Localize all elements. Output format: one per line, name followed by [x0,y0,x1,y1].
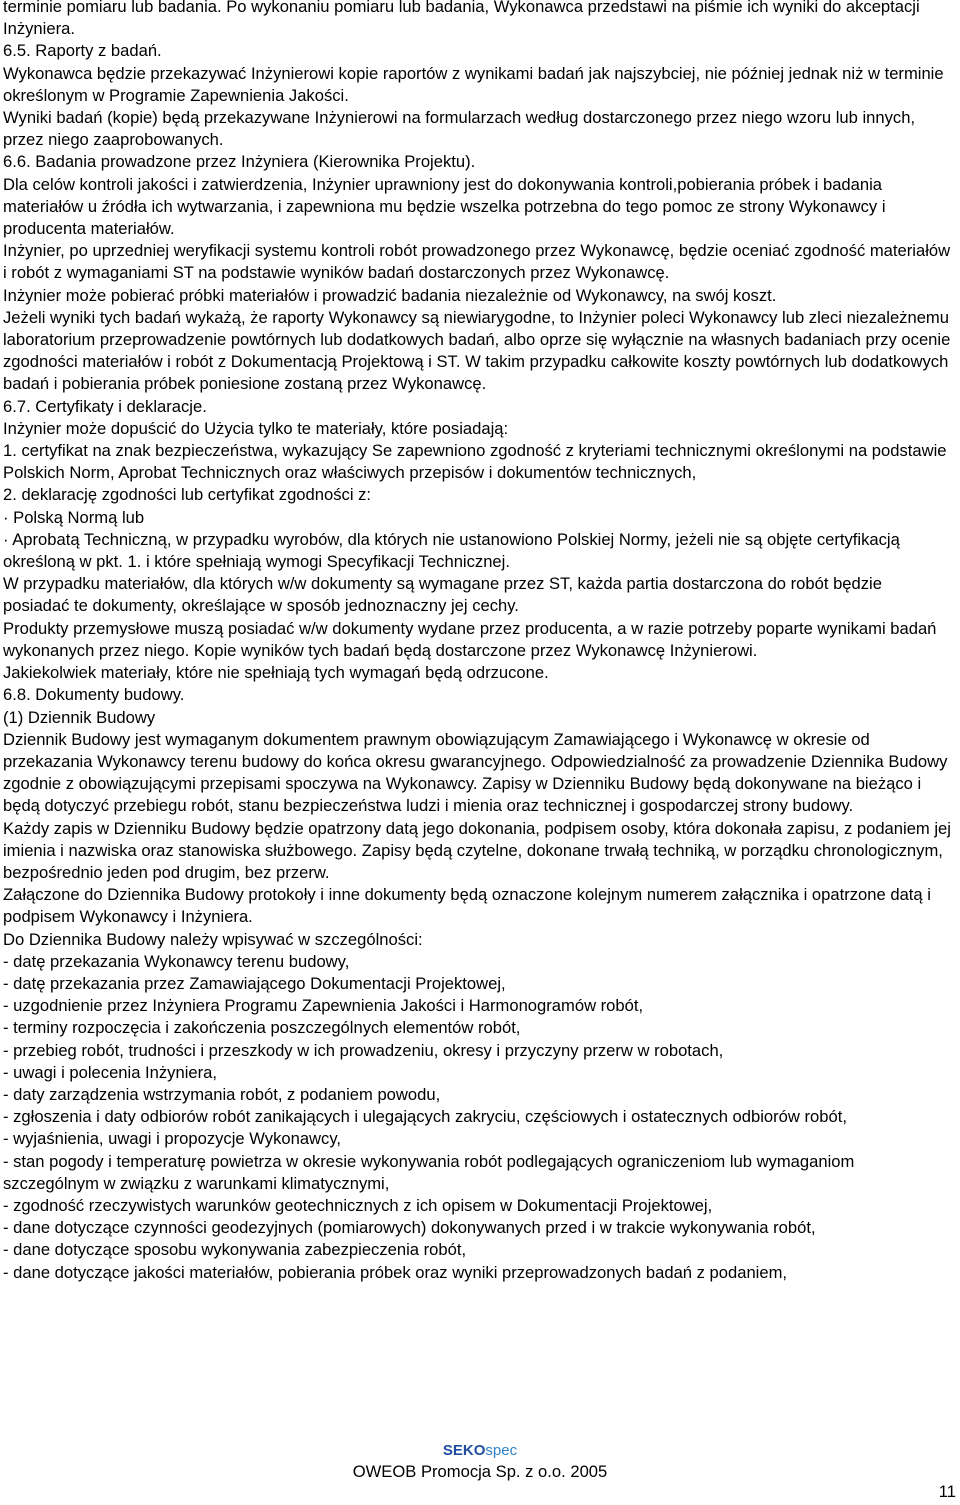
footer-company: OWEOB Promocja Sp. z o.o. 2005 [352,1462,608,1481]
paragraph: Dla celów kontroli jakości i zatwierdzenia, Inżynier uprawniony jest do dokonywania kontroli,pobierania próbek i badania materiałów u źródła ich wytwarzania, i zapewniona mu będzie wszelka potrzebna do tego pomoc ze strony Wykonawcy i producenta materiałów. [3,174,886,239]
list-item: 2. deklarację zgodności lub certyfikat zgodności z: [3,485,372,505]
paragraph: badań i pobierania próbek poniesione zostaną przez Wykonawcę. [3,374,487,394]
paragraph: Produkty przemysłowe muszą posiadać w/w dokumenty wydane przez producenta, a w razie potrzeby poparte wynikami badań wykonanych przez niego. Kopie wyników tych badań będą dostarczone przez Wykonawcę Inżynierowi. [3,618,937,660]
paragraph: Jeżeli wyniki tych badań wykażą, że raporty Wykonawcy są niewiarygodne, to Inżynier poleci Wykonawcy lub zleci niezależnemu laboratorium przeprowadzenie powtórnych lub dodatkowych badań, albo oprze się wyłącznie na własnych badaniach przy ocenie zgodności materiałów i robót z Dokumentacją Projektową i ST. W takim przypadku całkowite koszty powtórnych lub dodatkowych [3,307,951,372]
list-item: - uwagi i polecenia Inżyniera, [3,1062,217,1082]
list-item: - datę przekazania Wykonawcy terenu budowy, [3,951,350,971]
paragraph: Dziennik Budowy jest wymaganym dokumentem prawnym obowiązującym Zamawiającego i Wykonawcę w okresie od przekazania Wykonawcy terenu budowy do końca okresu gwarancyjnego. Odpowiedzialność za prowadzenie Dziennika Budowy zgodnie z obowiązującymi przepisami spoczywa na Wykonawcy. Zapisy w Dzienniku Budowy będą dokonywane na bieżąco i będą dotyczyć przebiegu robót, stanu bezpieczeństwa ludzi i mienia oraz technicznej i gospodarczej strony budowy. [3,729,948,816]
list-item: 1. certyfikat na znak bezpieczeństwa, wykazujący Se zapewniono zgodność z kryteriami technicznymi określonymi na podstawie Polskich Norm, Aprobat Technicznych oraz właściwych przepisów i dokumentów technicznych, [3,441,947,483]
page-number: 11 [938,1482,956,1501]
paragraph: terminie pomiaru lub badania. Po wykonaniu pomiaru lub badania, Wykonawca przedstawi na piśmie ich wyniki do akceptacji Inżyniera. [3,0,920,39]
list-item: - przebieg robót, trudności i przeszkody w ich prowadzeniu, okresy i przyczyny przerw w robotach, [3,1040,724,1060]
paragraph: Inżynier, po uprzedniej weryfikacji systemu kontroli robót prowadzonego przez Wykonawcę, będzie oceniać zgodność materiałów i robót z wymaganiami ST na podstawie wyników badań dostarczonych przez Wykonawcę. [3,241,951,283]
paragraph: Jakiekolwiek materiały, które nie spełniają tych wymagań będą odrzucone. [3,663,549,683]
logo-text-spec: spec [485,1442,518,1459]
paragraph: Załączone do Dziennika Budowy protokoły i inne dokumenty będą oznaczone kolejnym numerem załącznika i opatrzone datą i podpisem Wykonawcy i Inżyniera. [3,885,931,927]
paragraph: Wyniki badań (kopie) będą przekazywane Inżynierowi na formularzach według dostarczonego przez niego wzoru lub innych, przez niego zaaprobowanych. [3,108,916,150]
section-heading: 6.6. Badania prowadzone przez Inżyniera (Kierownika Projektu). [3,152,476,172]
list-item: - dane dotyczące jakości materiałów, pobierania próbek oraz wyniki przeprowadzonych badań z podaniem, [3,1262,788,1282]
bullet-item: · Aprobatą Techniczną, w przypadku wyrobów, dla których nie ustanowiono Polskiej Normy, jeżeli nie są objęte certyfikacją określoną w pkt. 1. i które spełniają wymogi Specyfikacji Technicznej. [3,529,900,572]
list-item: - dane dotyczące sposobu wykonywania zabezpieczenia robót, [3,1240,467,1260]
list-item: - stan pogody i temperaturę powietrza w okresie wykonywania robót podlegających ograniczeniom lub wymaganiom szczególnym w związku z warunkami klimatycznymi, [3,1151,855,1193]
paragraph: W przypadku materiałów, dla których w/w dokumenty są wymagane przez ST, każda partia dostarczona do robót będzie posiadać te dokumenty, określające w sposób jednoznaczny jej cechy. [3,574,882,616]
list-item: - zgodność rzeczywistych warunków geotechnicznych z ich opisem w Dokumentacji Projektowej, [3,1195,713,1215]
paragraph: Do Dziennika Budowy należy wpisywać w szczególności: [3,929,423,949]
bullet-item: · Polską Normą lub [3,507,145,527]
footer-logo [0,1441,960,1461]
document-body [3,0,951,1284]
list-item: - zgłoszenia i daty odbiorów robót zanikających i ulegających zakryciu, częściowych i ostatecznych odbiorów robót, [3,1107,847,1127]
list-item: - daty zarządzenia wstrzymania robót, z podaniem powodu, [3,1084,441,1104]
list-item: - terminy rozpoczęcia i zakończenia poszczególnych elementów robót, [3,1018,521,1038]
section-heading: 6.7. Certyfikaty i deklaracje. [3,396,207,416]
logo-text-seko: SEKO [442,1442,486,1459]
paragraph: Inżynier może pobierać próbki materiałów i prowadzić badania niezależnie od Wykonawcy, na swój koszt. [3,285,777,305]
list-item: - datę przekazania przez Zamawiającego Dokumentacji Projektowej, [3,973,506,993]
paragraph: Każdy zapis w Dzienniku Budowy będzie opatrzony datą jego dokonania, podpisem osoby, która dokonała zapisu, z podaniem jej imienia i nazwiska oraz stanowiska służbowego. Zapisy będą czytelne, dokonane trwałą techniką, w porządku chronologicznym, bezpośrednio jeden pod drugim, bez przerw. [3,818,951,882]
paragraph: Inżynier może dopuścić do Użycia tylko te materiały, które posiadają: [3,418,509,438]
subsection-heading: (1) Dziennik Budowy [3,707,156,727]
section-heading: 6.5. Raporty z badań. [3,41,162,61]
list-item: - wyjaśnienia, uwagi i propozycje Wykonawcy, [3,1129,342,1149]
section-heading: 6.8. Dokumenty budowy. [3,685,185,705]
list-item: - uzgodnienie przez Inżyniera Programu Zapewnienia Jakości i Harmonogramów robót, [3,996,644,1016]
paragraph: Wykonawca będzie przekazywać Inżynierowi kopie raportów z wynikami badań jak najszybciej, nie później jednak niż w terminie określonym w Programie Zapewnienia Jakości. [3,63,944,105]
list-item: - dane dotyczące czynności geodezyjnych (pomiarowych) dokonywanych przed i w trakcie wykonywania robót, [3,1218,816,1238]
